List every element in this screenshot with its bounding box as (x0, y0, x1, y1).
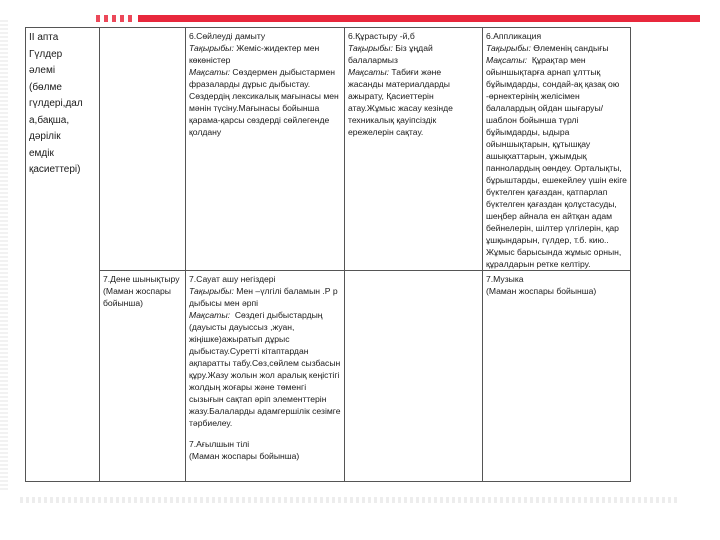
lesson-topic (486, 42, 627, 54)
week-line: Гүлдер (29, 48, 63, 60)
footer-texture (20, 497, 680, 503)
topic-text: Біз ұңдай балалармыз (348, 43, 436, 65)
lesson-title: 7.Дене шынықтыру (103, 274, 180, 284)
week-text (29, 30, 96, 179)
goal-label: Мақсаты: (486, 55, 528, 65)
lesson-extra: Сөздердің лексикалық мағынасы мен мәнін түсіну.Мағынасы бойынша қарама-қарсы сөздерді сөйлегенде қолдану (189, 91, 342, 137)
header-accent-dots (96, 15, 136, 22)
lesson-title: 7.Ағылшын тілі (189, 439, 250, 449)
row1-physed-cell-empty (99, 27, 186, 271)
week-line: әлемі (29, 65, 56, 76)
topic-text: Жеміс-жидектер мен көкөністер (189, 43, 322, 65)
goal-text: Табиғи және жасанды материалдарды ажырату, Қасиеттерін атау.Жұмыс жасау кезінде техникалық қауіпсіздік ережелерін сақтау. (348, 67, 456, 137)
lesson-goal (486, 54, 630, 270)
goal-text: Сөздегі дыбыстардың (дауысты дауыссыз ,жуан, жіңішке)ажыратып дұрыс дыбыстау.Суретті кітаптардан ақпаратты табу.Сөз,сөйлем сызбасын құру.Жазу жолын жол аралық кеңістігі жолдың жоғары және төменгі сызығын сақтап әріп элементтерін жазу.Балаларды адамгершілік сезімге тәрбиелеу. (189, 310, 343, 428)
week-line: (бөлме (29, 81, 62, 93)
literacy-basics-cell (185, 270, 345, 482)
lesson-topic (189, 285, 341, 309)
lesson-title: 7.Музыка (486, 274, 524, 284)
topic-label: Тақырыбы: (189, 43, 234, 53)
lesson-title: 6.Сөйлеуді дамыту (189, 31, 266, 41)
week-line: емдік (29, 147, 54, 159)
week-cell (25, 27, 100, 482)
lesson-topic (189, 42, 341, 66)
lesson-title: 6.Құрастыру -й,б (348, 31, 415, 41)
lesson-note: (Маман жоспары бойынша) (486, 286, 597, 296)
music-cell (482, 270, 631, 482)
lesson-topic (348, 42, 479, 66)
lesson-title: 6.Аппликация (486, 31, 542, 41)
lesson-note: (Маман жоспары бойынша) (103, 286, 174, 308)
topic-label: Тақырыбы: (486, 43, 531, 53)
week-label: ІІ апта (29, 32, 59, 43)
spacer (189, 429, 341, 438)
header-accent-bar (138, 15, 700, 22)
week-line: дәрілік (29, 131, 61, 142)
goal-label: Мақсаты: (189, 310, 231, 320)
left-margin-texture (0, 20, 8, 490)
lesson-goal (189, 66, 341, 90)
row2-construction-cell-empty (344, 270, 483, 482)
goal-label: Мақсаты: (189, 67, 231, 77)
lesson-goal (189, 309, 341, 429)
lesson-goal (348, 66, 479, 138)
construction-cell (344, 27, 483, 271)
speech-development-cell (185, 27, 345, 271)
week-line: гүлдері,дал (29, 98, 83, 109)
week-line: а,бақша, (29, 114, 70, 126)
goal-text: Құрақтар мен ойыншықтарға арнап ұлттық бұйымдарды, сондай-ақ қазақ ою -өрнектерінің желісімен балалардың ойдан шығаруы/шаблон бойынша түрлі бұйымдарды, ыдыра ойыншықтарын, құтышқау ашықхаттарын, ұжымдық паннолардың оөндеу. Орталықты, бұрыштарды, ешекейлеу үшін екіге бүктелген қағаздан, қатпарлап бүктелген қағаздан қолұстасуды, шеңбер айнала ен айтқан адам бейнелерін, шілтер үлгілерін, қар ұшқындарын, гүлдер, т.б. кию.. Жұмыс барысында жұмыс орнын, құралдарын ретке келтіру. (486, 55, 630, 269)
topic-text: Мен –үлгілі баламын .Р р дыбысы мен әрпі (189, 286, 341, 308)
topic-label: Тақырыбы: (348, 43, 393, 53)
lesson-title: 7.Сауат ашу негіздері (189, 274, 276, 284)
physical-education-cell (99, 270, 186, 482)
lesson-note: (Маман жоспары бойынша) (189, 451, 300, 461)
applique-cell (482, 27, 631, 271)
topic-text: Өлеменің сандығы (530, 43, 609, 53)
week-line: қасиеттері) (29, 164, 81, 175)
goal-text: Сөздермен дыбыстармен фразаларды дұрыс дыбыстау. (189, 67, 338, 89)
topic-label: Тақырыбы: (189, 286, 234, 296)
goal-label: Мақсаты: (348, 67, 390, 77)
